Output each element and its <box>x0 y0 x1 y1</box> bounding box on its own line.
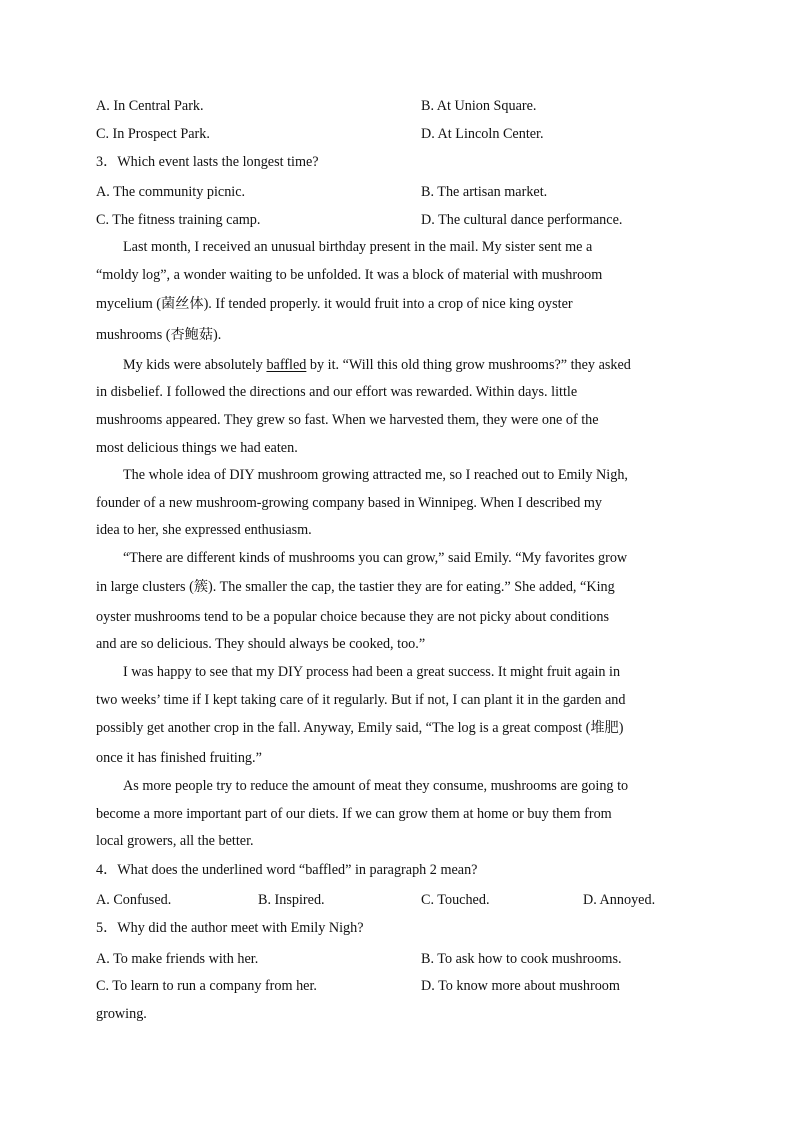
q4-option-b: B. Inspired. <box>258 892 325 908</box>
q5-option-a: A. To make friends with her. <box>96 951 259 967</box>
p2-line-1-pre: My kids were absolutely <box>123 357 263 373</box>
p4-line-2: in large clusters (簇). The smaller the cap, the tastier they are for eating.” She added, “King <box>96 579 615 595</box>
q3-option-c: C. The fitness training camp. <box>96 212 261 228</box>
q4-option-a: A. Confused. <box>96 892 172 908</box>
q2-option-d: D. At Lincoln Center. <box>421 126 544 142</box>
p2-line-3: mushrooms appeared. They grew so fast. When we harvested them, they were one of the <box>96 412 599 428</box>
q4-option-c: C. Touched. <box>421 892 490 908</box>
q5-option-d: D. To know more about mushroom <box>421 978 620 994</box>
p1-line-4: mushrooms (杏鲍菇). <box>96 327 222 343</box>
p4-line-3: oyster mushrooms tend to be a popular choice because they are not picky about conditions <box>96 609 609 625</box>
p1-line-3: mycelium (菌丝体). If tended properly. it would fruit into a crop of nice king oyster <box>96 296 573 312</box>
p2-line-1 <box>123 356 631 374</box>
q2-option-a: A. In Central Park. <box>96 98 204 114</box>
p6-line-1: As more people try to reduce the amount of meat they consume, mushrooms are going to <box>123 778 629 794</box>
q5-stem: 5．Why did the author meet with Emily Nigh? <box>96 920 364 936</box>
p2-line-1-post: by it. “Will this old thing grow mushrooms?” they asked <box>309 357 631 373</box>
p4-line-1: “There are different kinds of mushrooms you can grow,” said Emily. “My favorites grow <box>123 550 628 566</box>
q3-stem: 3．Which event lasts the longest time? <box>96 154 319 170</box>
p5-line-2: two weeks’ time if I kept taking care of it regularly. But if not, I can plant it in the garden and <box>96 692 626 708</box>
p4-line-4: and are so delicious. They should always be cooked, too.” <box>96 636 426 652</box>
q3-option-a: A. The community picnic. <box>96 184 246 200</box>
p1-line-2: “moldy log”, a wonder waiting to be unfolded. It was a block of material with mushroom <box>96 267 603 283</box>
p5-line-1: I was happy to see that my DIY process had been a great success. It might fruit again in <box>123 664 621 680</box>
p3-line-2: founder of a new mushroom-growing company based in Winnipeg. When I described my <box>96 495 602 511</box>
p6-line-3: local growers, all the better. <box>96 833 254 849</box>
p2-line-4: most delicious things we had eaten. <box>96 440 298 456</box>
q5-option-b: B. To ask how to cook mushrooms. <box>421 951 622 967</box>
p3-line-1: The whole idea of DIY mushroom growing attracted me, so I reached out to Emily Nigh, <box>123 467 628 483</box>
q5-option-c: C. To learn to run a company from her. <box>96 978 317 994</box>
q2-option-b: B. At Union Square. <box>421 98 537 114</box>
q4-stem: 4．What does the underlined word “baffled” in paragraph 2 mean? <box>96 862 478 878</box>
p2-line-2: in disbelief. I followed the directions and our effort was rewarded. Within days. little <box>96 384 578 400</box>
underlined-word-baffled: baffled <box>266 357 307 373</box>
q3-option-b: B. The artisan market. <box>421 184 548 200</box>
p5-line-3: possibly get another crop in the fall. Anyway, Emily said, “The log is a great compost (堆肥) <box>96 720 624 736</box>
q3-option-d: D. The cultural dance performance. <box>421 212 623 228</box>
q4-option-d: D. Annoyed. <box>583 892 656 908</box>
p1-line-1: Last month, I received an unusual birthday present in the mail. My sister sent me a <box>123 239 593 255</box>
q5-option-d-continued: growing. <box>96 1006 147 1022</box>
p6-line-2: become a more important part of our diets. If we can grow them at home or buy them from <box>96 806 612 822</box>
p3-line-3: idea to her, she expressed enthusiasm. <box>96 522 312 538</box>
q2-option-c: C. In Prospect Park. <box>96 126 210 142</box>
p5-line-4: once it has finished fruiting.” <box>96 750 262 766</box>
